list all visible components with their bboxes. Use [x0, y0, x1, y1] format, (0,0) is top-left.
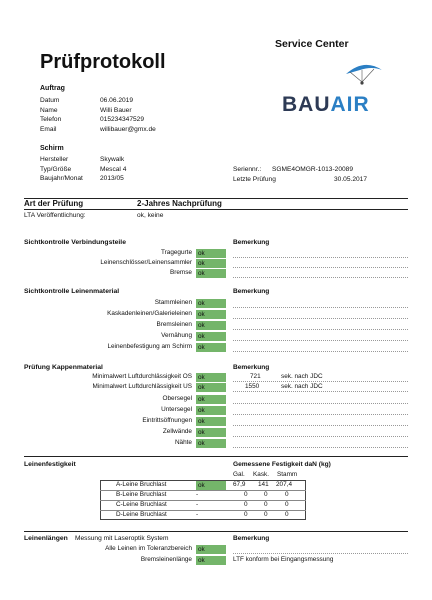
- check-label: Stammleinen: [154, 299, 192, 306]
- check-label: Nähte: [174, 439, 192, 446]
- stamm-value: 0: [285, 501, 289, 508]
- status-dash: -: [196, 511, 199, 518]
- check-label: Kaskadenleinen/Galerieleinen: [107, 310, 192, 317]
- bauair-logo: [276, 58, 398, 118]
- schirm-table: [40, 156, 240, 185]
- auftrag-row: [40, 126, 240, 136]
- remark-line: [233, 391, 408, 392]
- check-label: Bremsleinenlänge: [140, 556, 192, 563]
- lta-value: ok, keine: [137, 212, 164, 219]
- check-label: Eintrittsöffnungen: [142, 417, 192, 424]
- remark-line: [233, 425, 408, 426]
- remark-line: [233, 267, 408, 268]
- schirm-row: [40, 166, 240, 176]
- check-label: Leinenbefestigung am Schirm: [107, 343, 192, 350]
- remark-line: [233, 329, 408, 330]
- permeability-remark: sek. nach JDC: [281, 373, 323, 380]
- strength-row-label: A-Leine Bruchlast: [116, 481, 167, 488]
- remark-line: [233, 351, 408, 352]
- leinenmaterial-heading: Sichtkontrolle Leinenmaterial: [24, 288, 120, 295]
- festigkeit-heading: Leinenfestigkeit: [24, 461, 76, 468]
- schirm-label: Typ/Größe: [40, 165, 72, 173]
- status-badge: ok: [196, 343, 226, 352]
- check-label: Minimalwert Luftdurchlässigkeit OS: [92, 373, 192, 380]
- status-badge: ok: [196, 417, 226, 426]
- auftrag-row: [40, 107, 240, 117]
- status-badge: ok: [196, 310, 226, 319]
- page-title: Prüfprotokoll: [40, 51, 166, 73]
- schirm-value: 2013/05: [100, 175, 124, 183]
- status-dash: -: [196, 491, 199, 498]
- measurement-method: Messung mit Laseroptik System: [75, 535, 169, 542]
- auftrag-label: Telefon: [40, 116, 62, 124]
- check-label: Zellwände: [162, 428, 192, 435]
- auftrag-label: Email: [40, 125, 57, 133]
- column-stamm: Stamm: [277, 471, 298, 478]
- bemerkung-heading: Bemerkung: [233, 364, 270, 371]
- logo-text-bau: BAU: [282, 93, 331, 116]
- status-badge: ok: [196, 373, 226, 382]
- check-label: Alle Leinen im Toleranzbereich: [105, 545, 192, 552]
- leinenlaengen-heading: Leinenlängen: [24, 535, 68, 542]
- status-badge: ok: [196, 249, 226, 258]
- column-kask: Kask.: [253, 471, 269, 478]
- logo-text-air: AIR: [330, 93, 370, 116]
- pruefung-label: Art der Prüfung: [24, 199, 84, 208]
- status-badge: ok: [196, 428, 226, 437]
- bemerkung-heading: Bemerkung: [233, 288, 270, 295]
- check-label: Leinenschlösser/Leinensammler: [100, 259, 192, 266]
- auftrag-row: [40, 97, 240, 107]
- status-badge: ok: [196, 439, 226, 448]
- serial-label: Seriennr.:: [233, 166, 262, 173]
- check-label: Bremse: [169, 269, 192, 276]
- column-gal: Gal.: [233, 471, 245, 478]
- remark-line: [233, 257, 408, 258]
- stamm-value: 0: [285, 511, 289, 518]
- divider: [24, 456, 408, 457]
- remark-line: [233, 553, 408, 554]
- status-badge: ok: [196, 556, 226, 565]
- stamm-value: 0: [285, 491, 289, 498]
- lta-label: LTA Veröffentlichung:: [24, 212, 86, 219]
- measured-heading: Gemessene Festigkeit daN (kg): [233, 461, 331, 468]
- pruefung-value: 2-Jahres Nachprüfung: [137, 199, 222, 208]
- kappenmaterial-heading: Prüfung Kappenmaterial: [24, 364, 103, 371]
- remark-line: [233, 277, 408, 278]
- service-center-label: Service Center: [275, 38, 349, 50]
- kask-value: 0: [264, 511, 268, 518]
- schirm-row: [40, 175, 240, 185]
- strength-row-label: B-Leine Bruchlast: [116, 491, 167, 498]
- remark-line: [233, 307, 408, 308]
- schirm-label: Baujahr/Monat: [40, 175, 83, 183]
- status-badge: ok: [196, 259, 226, 268]
- auftrag-value: 015234347529: [100, 116, 145, 124]
- status-badge: ok: [196, 299, 226, 308]
- status-badge: ok: [196, 321, 226, 330]
- last-check-value: 30.05.2017: [334, 176, 368, 183]
- remark-line: [233, 414, 408, 415]
- schirm-value: Mescal 4: [100, 165, 127, 173]
- auftrag-value: willibauer@gmx.de: [100, 125, 156, 133]
- serial-value: SGME4OMGR-1013-20089: [272, 166, 353, 173]
- auftrag-table: [40, 97, 240, 135]
- verbindungsteile-heading: Sichtkontrolle Verbindungsteile: [24, 239, 126, 246]
- divider: [24, 531, 408, 532]
- status-badge: ok: [196, 395, 226, 404]
- gal-value: 0: [244, 501, 248, 508]
- status-badge: ok: [196, 383, 226, 392]
- permeability-value: 721: [250, 373, 261, 380]
- auftrag-heading: Auftrag: [40, 85, 65, 92]
- schirm-row: [40, 156, 240, 166]
- bemerkung-heading: Bemerkung: [233, 239, 270, 246]
- check-label: Untersegel: [161, 406, 192, 413]
- permeability-value: 1550: [245, 383, 260, 390]
- status-badge: ok: [196, 269, 226, 278]
- gal-value: 0: [244, 491, 248, 498]
- schirm-value: Skywalk: [100, 156, 125, 163]
- kask-value: 0: [264, 501, 268, 508]
- remark-line: [233, 340, 408, 341]
- permeability-remark: sek. nach JDC: [281, 383, 323, 390]
- auftrag-row: [40, 116, 240, 126]
- kask-value: 0: [264, 491, 268, 498]
- strength-row-label: C-Leine Bruchlast: [116, 501, 167, 508]
- check-label: Tragegurte: [160, 249, 192, 256]
- gal-value: 0: [244, 511, 248, 518]
- status-dash: -: [196, 501, 199, 508]
- auftrag-label: Name: [40, 106, 58, 114]
- remark-line: [233, 447, 408, 448]
- last-check-label: Letzte Prüfung: [233, 176, 276, 183]
- status-badge: ok: [196, 545, 226, 554]
- remark-line: [233, 381, 408, 382]
- schirm-heading: Schirm: [40, 145, 64, 152]
- auftrag-value: 06.06.2019: [100, 97, 134, 104]
- divider: [24, 209, 408, 210]
- kask-value: 141: [258, 481, 269, 488]
- remark-line: [233, 318, 408, 319]
- auftrag-value: Willi Bauer: [100, 106, 132, 114]
- status-badge: ok: [196, 406, 226, 415]
- check-label: Obersegel: [162, 395, 192, 402]
- length-remark: LTF konform bei Eingangsmessung: [233, 556, 334, 563]
- status-badge: ok: [196, 332, 226, 341]
- bemerkung-heading: Bemerkung: [233, 535, 270, 542]
- gal-value: 67,9: [233, 481, 246, 488]
- remark-line: [233, 403, 408, 404]
- check-label: Vernähung: [161, 332, 192, 339]
- remark-line: [233, 436, 408, 437]
- status-badge: ok: [196, 481, 226, 490]
- strength-row-label: D-Leine Bruchlast: [116, 511, 167, 518]
- schirm-label: Hersteller: [40, 156, 69, 163]
- stamm-value: 207,4: [276, 481, 292, 488]
- check-label: Bremsleinen: [156, 321, 192, 328]
- auftrag-label: Datum: [40, 97, 60, 104]
- check-label: Minimalwert Luftdurchlässigkeit US: [92, 383, 192, 390]
